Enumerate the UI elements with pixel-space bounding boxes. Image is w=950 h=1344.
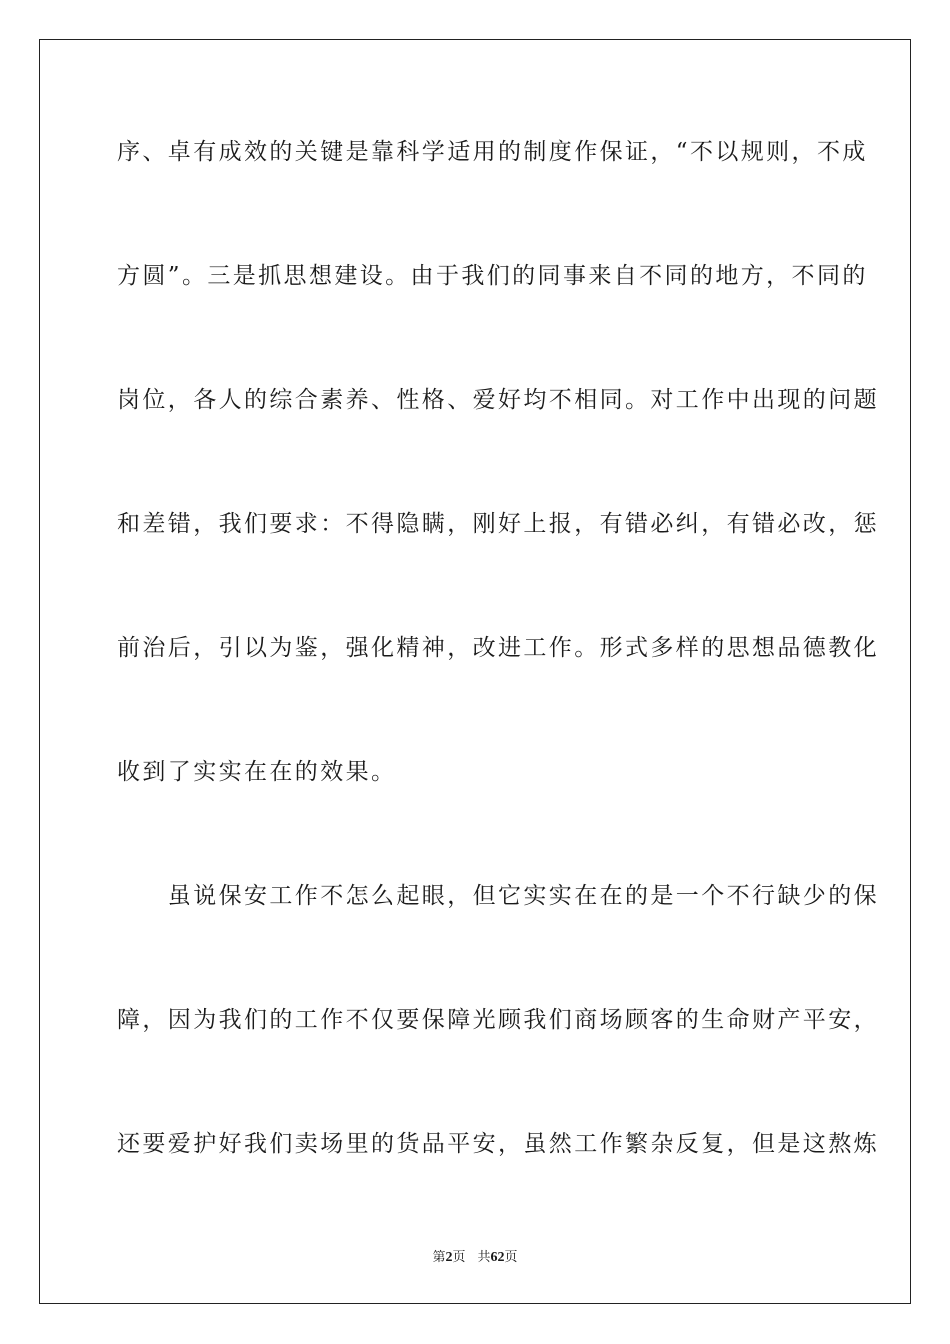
body-text-line: 障，因为我们的工作不仅要保障光顾我们商场顾客的生命财产平安， (117, 1007, 879, 1033)
body-text-line: 岗位，各人的综合素养、性格、爱好均不相同。对工作中出现的问题 (117, 387, 879, 413)
body-text-line: 收到了实实在在的效果。 (117, 759, 397, 785)
body-text-line: 和差错，我们要求：不得隐瞒，刚好上报，有错必纠，有错必改，惩 (117, 511, 879, 537)
page-prefix: 第 (432, 1250, 446, 1265)
body-text-line: 虽说保安工作不怎么起眼，但它实实在在的是一个不行缺少的保 (117, 883, 879, 909)
total-pages: 62 (490, 1250, 505, 1265)
body-text-line: 序、卓有成效的关键是靠科学适用的制度作保证，“不以规则，不成 (117, 139, 868, 165)
body-text-line: 前治后，引以为鉴，强化精神，改进工作。形式多样的思想品德教化 (117, 635, 879, 661)
total-prefix: 共 (477, 1250, 491, 1265)
body-text-line: 方圆”。三是抓思想建设。由于我们的同事来自不同的地方，不同的 (117, 263, 868, 289)
total-suffix: 页 (504, 1250, 518, 1265)
page-number: 2 (445, 1250, 453, 1265)
page-border (39, 39, 911, 1304)
page-footer (0, 1246, 950, 1266)
page-suffix: 页 (452, 1250, 466, 1265)
body-text-line: 还要爱护好我们卖场里的货品平安，虽然工作繁杂反复，但是这熬炼 (117, 1131, 879, 1157)
